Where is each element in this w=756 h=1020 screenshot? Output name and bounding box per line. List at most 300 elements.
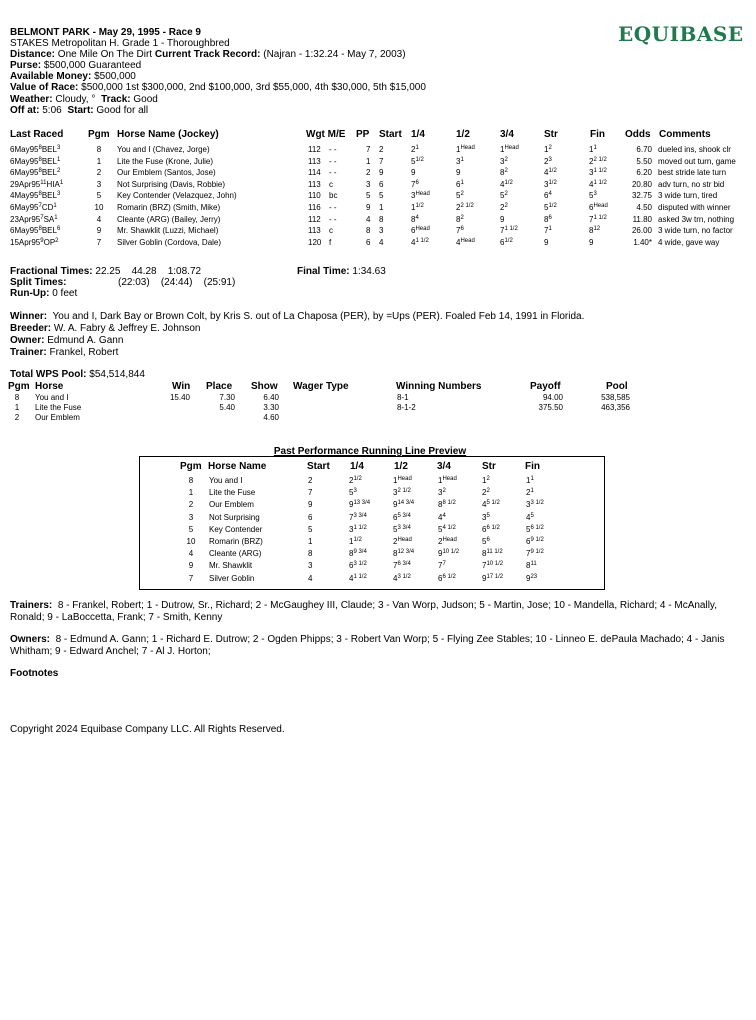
pp-half-lengths: 6 3/4 [397,561,411,568]
pp-stretch-lengths: 10 1/2 [486,561,504,568]
half-call-value: 8 [456,214,461,224]
pp-pgm: 1 [188,488,194,498]
pp-pgm: 2 [188,500,194,510]
pp-stretch [482,513,490,523]
odds: 6.20 [636,168,652,178]
pp-finish-lengths: 9 1/2 [530,537,544,543]
finish [589,191,597,201]
pp-horse: You and I [209,476,243,485]
col-comments: Comments [659,129,711,140]
comment: best stride late turn [658,168,727,178]
trainers-line [10,600,730,624]
pp-half-lengths: Head [397,537,412,543]
last-raced-last: 4May95 [10,191,39,201]
weight: 113 [308,156,321,166]
wps-win: 15.40 [169,393,190,402]
start-position: 3 [379,226,384,236]
finish-value: 5 [589,191,594,201]
pp-col-start: Start [307,461,330,472]
pp-finish [526,561,537,571]
pp-quarter-value: 6 [349,561,354,571]
last-raced-last: 6May95 [10,203,39,212]
last-raced [10,215,58,225]
pp-stretch-lengths: 2 [486,488,490,495]
finish-lengths: 1 1/2 [593,168,607,175]
pp-half-value: 8 [393,549,398,559]
pp-three-quarter-value: 1 [438,476,443,485]
pp-half [393,488,411,498]
finish [589,145,597,155]
pp-stretch-lengths: 6 [486,537,490,543]
owners-text: 8 - Edmund A. Gann; 1 - Richard E. Dutrow; 2 - Ogden Phipps; 3 - Robert Van Worp; 5 - Flying Zee Stables; 10 - Linneo E. dePaula Machado; 4 - Janis Whitham; 9 - Edward Anchel; 7 - Al J. Horton; [10,634,725,657]
wps-row [0,413,756,424]
pp-stretch-value: 4 [482,500,487,510]
finish-lengths: 1 1/2 [593,214,607,221]
pp-horse: Romarin (BRZ) [209,537,263,546]
track-label: Track: [101,94,131,105]
pp-three-quarter [438,525,456,535]
available-money-value: $500,000 [94,71,136,82]
pp-quarter-lengths: 9 3/4 [353,549,367,556]
pp-start: 2 [308,476,313,485]
pp-pgm: 4 [188,549,194,559]
three-quarter-call-value: 8 [500,168,505,178]
start-label: Start: [67,105,94,116]
med-equip: - - [329,145,337,154]
pp-horse: Our Emblem [209,500,254,510]
wps-col-horse: Horse [35,381,64,392]
purse-value: $500,000 Guaranteed [43,60,142,71]
col-stretch: Str [544,129,558,140]
results-row [0,215,756,226]
final-time-line [297,266,386,277]
pp-three-quarter [438,537,457,547]
pp-three-quarter-lengths: 2 [442,488,446,495]
pp-row [0,537,756,548]
final-time-label: Final Time: [297,266,350,277]
wps-payoff: 375.50 [538,403,563,412]
distance-value: One Mile On The Dirt [57,49,153,60]
value-of-race-line [10,82,426,93]
pp-pgm: 5 [188,524,194,534]
pp-start: 8 [308,549,313,559]
pp-three-quarter-value: 3 [438,488,443,498]
quarter-call [411,203,424,213]
wps-col-winning-numbers: Winning Numbers [396,381,482,392]
pp-quarter [349,561,367,571]
horse-jockey: Mr. Shawklit (Luzzi, Michael) [117,226,219,236]
pp-stretch-value: 6 [482,524,487,534]
three-quarter-call-value: 5 [500,191,505,201]
stretch-call-lengths: 6 [548,214,552,221]
pp-row [0,476,756,487]
pp-row [0,525,756,536]
pp-three-quarter-lengths: 4 1/2 [442,524,456,531]
finish [589,203,608,213]
med-equip: f [329,237,332,247]
three-quarter-call [500,215,504,225]
pp-half-value: 4 [393,573,398,583]
pp-half-value: 2 [393,537,398,546]
half-call-value: 1 [456,145,461,154]
start-position: 8 [379,214,384,224]
pp-stretch-lengths: 17 1/2 [486,573,504,580]
fractional-times-line [10,266,201,277]
pgm: 8 [96,145,102,154]
med-equip: - - [329,214,337,224]
odds: 26.00 [631,226,652,236]
stretch-call-value: 4 [544,168,549,178]
odds: 32.75 [631,191,652,201]
finish [589,238,593,248]
col-finish: Fin [590,129,605,140]
pp-preview-title: Past Performance Running Line Preview [273,446,467,457]
pp-quarter-lengths: 1/2 [353,476,362,482]
stretch-call [544,145,552,155]
last-raced [10,203,57,213]
pp-start: 5 [308,524,313,534]
last-raced-ltrk: SA [43,214,55,224]
results-row [0,157,756,168]
weight: 110 [308,191,321,201]
quarter-call-value: 7 [411,179,416,189]
quarter-call-lengths: 6 [415,179,419,186]
stretch-call-lengths: 1/2 [548,179,557,186]
pp-half [393,500,414,510]
wps-col-place: Place [206,381,233,392]
last-raced-lsup1: 8 [38,168,42,175]
comment: dueled ins, shook clr [658,145,731,154]
pp-half-lengths: 5 3/4 [397,512,411,519]
wps-pool-value: $54,514,844 [89,369,145,380]
pp-finish-value: 7 [526,549,531,559]
pp-col-three-quarter: 3/4 [437,461,451,472]
last-raced [10,226,60,236]
pp-three-quarter [438,574,456,584]
last-raced-lsup2: 3 [56,191,61,198]
three-quarter-call [500,145,519,155]
pp-quarter-lengths: 1 1/2 [353,573,367,580]
results-header-row [0,129,756,140]
quarter-call [411,191,430,201]
pp-quarter-lengths: 3 3/4 [353,512,367,519]
last-raced-last: 6May95 [10,145,39,154]
pp-stretch-value: 9 [482,573,487,583]
last-raced [10,145,60,155]
track-record-value: (Najran - 1:32.24 - May 7, 2003) [263,49,406,60]
quarter-call-value: 9 [411,168,416,178]
pgm: 3 [96,179,102,189]
run-up-value: 0 feet [52,288,78,299]
last-raced-lsup1: 8 [38,145,42,151]
last-raced-lsup2: 3 [56,145,61,151]
comment: moved out turn, game [658,156,736,166]
pp-horse: Cleante (ARG) [209,549,262,559]
finish-value: 9 [589,237,594,247]
pp-row [0,574,756,585]
trainers-text: 8 - Frankel, Robert; 1 - Dutrow, Sr., Richard; 2 - McGaughey III, Claude; 3 - Van Worp, Judson; 5 - Martin, Jose; 10 - Mandella, Richard; 4 - McAnally, Ronald; 9 - LaBoccetta, Frank; 7 - Smith, Kenny [10,600,717,623]
quarter-call [411,238,429,248]
half-call [456,191,464,201]
stretch-call [544,168,557,178]
wps-col-show: Show [251,381,278,392]
last-raced-lsup2: 1 [59,179,64,186]
pp-stretch [482,488,490,498]
fractional-time: 1:08.72 [167,266,202,277]
pp-stretch-lengths: 11 1/2 [486,549,503,556]
half-call [456,180,464,190]
wps-col-pgm: Pgm [8,381,30,392]
three-quarter-call-value: 4 [500,179,505,189]
trainer-value: Frankel, Robert [49,347,119,358]
three-quarter-call [500,191,508,201]
start-value: Good for all [96,105,149,116]
quarter-call-value: 4 [411,237,416,247]
wps-col-wager-type: Wager Type [293,381,349,392]
pp-quarter [349,549,367,559]
pp-quarter-lengths: 3 [353,488,357,495]
quarter-call-value: 8 [411,214,416,224]
quarter-call-lengths: 4 [415,214,419,221]
horse-jockey: Our Emblem (Santos, Jose) [117,168,216,178]
last-raced-lsup2: 1 [53,203,57,209]
stretch-call [544,238,548,248]
three-quarter-call-lengths: 1/2 [504,179,513,186]
pp-quarter-lengths: 13 3/4 [353,500,371,507]
pp-stretch-lengths: 5 1/2 [486,500,500,507]
three-quarter-call-value: 2 [500,203,505,212]
pp-half-value: 6 [393,512,398,522]
last-raced-ltrk: BEL [41,226,57,236]
pp-quarter-value: 8 [349,549,354,559]
pp-stretch-value: 2 [482,488,487,498]
wps-show: 6.40 [263,393,279,402]
pp-finish [526,549,544,559]
pp-start: 3 [308,561,313,571]
finish-value: 8 [589,226,594,236]
pp-col-quarter: 1/4 [350,461,364,472]
last-raced-last: 6May95 [10,168,39,178]
last-raced-ltrk: BEL [41,168,57,178]
last-raced-last: 23Apr95 [10,214,41,224]
winner-text: You and I, Dark Bay or Brown Colt, by Kris S. out of La Chaposa (PER), by =Ups (PER). Foaled Feb 14, 1991 in Florida. [52,311,585,322]
finish [589,157,607,167]
odds: 5.50 [636,156,652,166]
last-raced [10,238,59,248]
last-raced-lsup1: 8 [38,191,42,198]
owner-label: Owner: [10,335,45,346]
owners-line [10,634,730,658]
stretch-call-value: 6 [544,191,549,201]
odds: 6.70 [636,145,652,154]
finish-lengths: 1 1/2 [593,179,607,186]
pp-horse: Mr. Shawklit [209,561,253,571]
pp-finish-lengths: 5 [530,512,534,519]
race-title: BELMONT PARK - May 29, 1995 - Race 9 [10,27,201,38]
wps-place: 7.30 [219,393,235,402]
quarter-call [411,157,424,167]
results-row [0,168,756,179]
pp-three-quarter-value: 9 [438,549,443,559]
pp-finish-lengths: 3 1/2 [530,500,544,507]
split-time: (22:03) [118,277,150,288]
weight: 112 [308,214,321,224]
pgm: 10 [94,203,104,212]
quarter-call [411,215,419,225]
pp-quarter [349,537,362,547]
pp-horse: Key Contender [209,524,263,534]
split-time: (24:44) [160,277,193,288]
breeder-label: Breeder: [10,323,52,334]
wps-horse: Lite the Fuse [35,403,82,412]
owners-label: Owners: [10,634,51,645]
pp-three-quarter-value: 4 [438,512,443,522]
last-raced-lsup1: 7 [40,214,44,221]
finish-value: 7 [589,214,594,224]
comment: 3 wide turn, no factor [658,226,733,236]
pp-quarter-value: 3 [349,524,354,534]
col-last-raced: Last Raced [10,129,64,140]
pp-finish [526,525,544,535]
three-quarter-call-value: 9 [500,214,505,224]
run-up-line [10,288,77,299]
pp-horse: Lite the Fuse [209,488,256,498]
pp-finish [526,537,544,547]
pp-half [393,476,412,486]
post-position: 6 [366,237,371,247]
start-position: 6 [379,179,384,189]
pp-stretch-lengths: 6 1/2 [486,524,500,531]
horse-jockey: You and I (Chavez, Jorge) [117,145,210,154]
pp-finish-lengths: 23 [530,573,538,580]
finish-lengths: 3 [593,191,597,198]
pp-pgm: 9 [188,561,194,571]
stretch-call [544,157,552,167]
half-call [456,238,475,248]
half-call [456,168,460,178]
wps-horse: You and I [35,393,69,402]
split-time: (25:91) [203,277,236,288]
pp-start: 7 [308,488,313,498]
pp-col-horse-name: Horse Name [208,461,267,472]
three-quarter-call [500,180,513,190]
wps-winning-numbers: 8-1-2 [397,403,416,412]
pp-pgm: 3 [188,512,194,522]
pp-finish-value: 1 [526,476,531,485]
stretch-call [544,226,552,236]
split-times-line [10,277,236,288]
pp-col-pgm: Pgm [180,461,202,472]
fractional-time: 22.25 [95,266,121,277]
pp-half [393,549,414,559]
start-position: 2 [379,145,384,154]
last-raced-lsup1: 11 [40,179,47,186]
stretch-call-value: 7 [544,226,549,236]
pp-half-lengths: 14 3/4 [397,500,415,507]
results-row [0,145,756,156]
pp-stretch-value: 3 [482,512,487,522]
weight: 116 [308,203,321,212]
quarter-call-value: 1 [411,203,416,212]
pp-quarter-value: 7 [349,512,354,522]
quarter-call-lengths: 1 1/2 [415,237,429,244]
pp-finish [526,500,544,510]
three-quarter-call [500,157,508,167]
results-row [0,180,756,191]
half-call-value: 3 [456,156,461,166]
three-quarter-call-lengths: 2 [504,156,508,163]
pp-three-quarter [438,488,446,498]
last-raced-last: 15Apr95 [10,237,41,247]
pp-half-value: 9 [393,500,398,510]
pp-three-quarter-lengths: Head [442,537,457,543]
last-raced-last: 6May95 [10,156,39,166]
weight: 114 [308,168,321,178]
finish-lengths: 1 [593,145,597,151]
pp-finish-value: 5 [526,524,531,534]
wps-pool-label: Total WPS Pool: [10,369,87,380]
quarter-call-lengths: Head [415,226,430,233]
comment: adv turn, no str bid [658,179,725,189]
last-raced-lsup1: 8 [38,226,42,233]
half-call-value: 9 [456,168,461,178]
pp-finish [526,476,534,486]
start-position: 7 [379,156,384,166]
wps-pool: 538,585 [601,393,630,402]
pp-three-quarter-value: 7 [438,561,443,571]
comment: disputed with winner [658,203,731,212]
trainer-label: Trainer: [10,347,47,358]
pp-finish-lengths: 9 1/2 [530,549,544,556]
finish-value: 2 [589,156,594,166]
pp-finish-value: 2 [526,488,531,498]
finish-value: 6 [589,203,594,212]
three-quarter-call-lengths: 2 [504,168,508,175]
distance-line [10,49,406,60]
quarter-call [411,145,419,155]
med-equip: - - [329,203,337,212]
pp-half-value: 3 [393,488,398,498]
three-quarter-call-value: 1 [500,145,505,154]
value-of-race-label: Value of Race: [10,82,79,93]
col-pp: PP [356,129,370,140]
col-quarter: 1/4 [411,129,425,140]
pp-half [393,525,411,535]
pp-row [0,561,756,572]
pp-three-quarter-lengths: Head [442,476,457,482]
half-call-lengths: Head [460,145,475,151]
results-row [0,238,756,249]
wps-pool: 463,356 [601,403,630,412]
horse-jockey: Cleante (ARG) (Bailey, Jerry) [117,214,221,224]
wps-header-row [0,381,756,392]
weather-label: Weather: [10,94,53,105]
last-raced [10,157,60,167]
post-position: 4 [366,214,371,224]
wps-col-win: Win [172,381,191,392]
post-position: 2 [366,168,371,178]
weight: 113 [308,226,321,236]
pp-row [0,500,756,511]
three-quarter-call [500,203,508,213]
half-call [456,203,474,213]
pp-half [393,574,411,584]
last-raced-lsup2: 1 [54,214,58,221]
pp-horse: Not Surprising [209,512,260,522]
quarter-call-lengths: 1/2 [415,156,424,163]
stretch-call-lengths: 4 [548,191,552,198]
odds: 11.80 [632,214,652,224]
